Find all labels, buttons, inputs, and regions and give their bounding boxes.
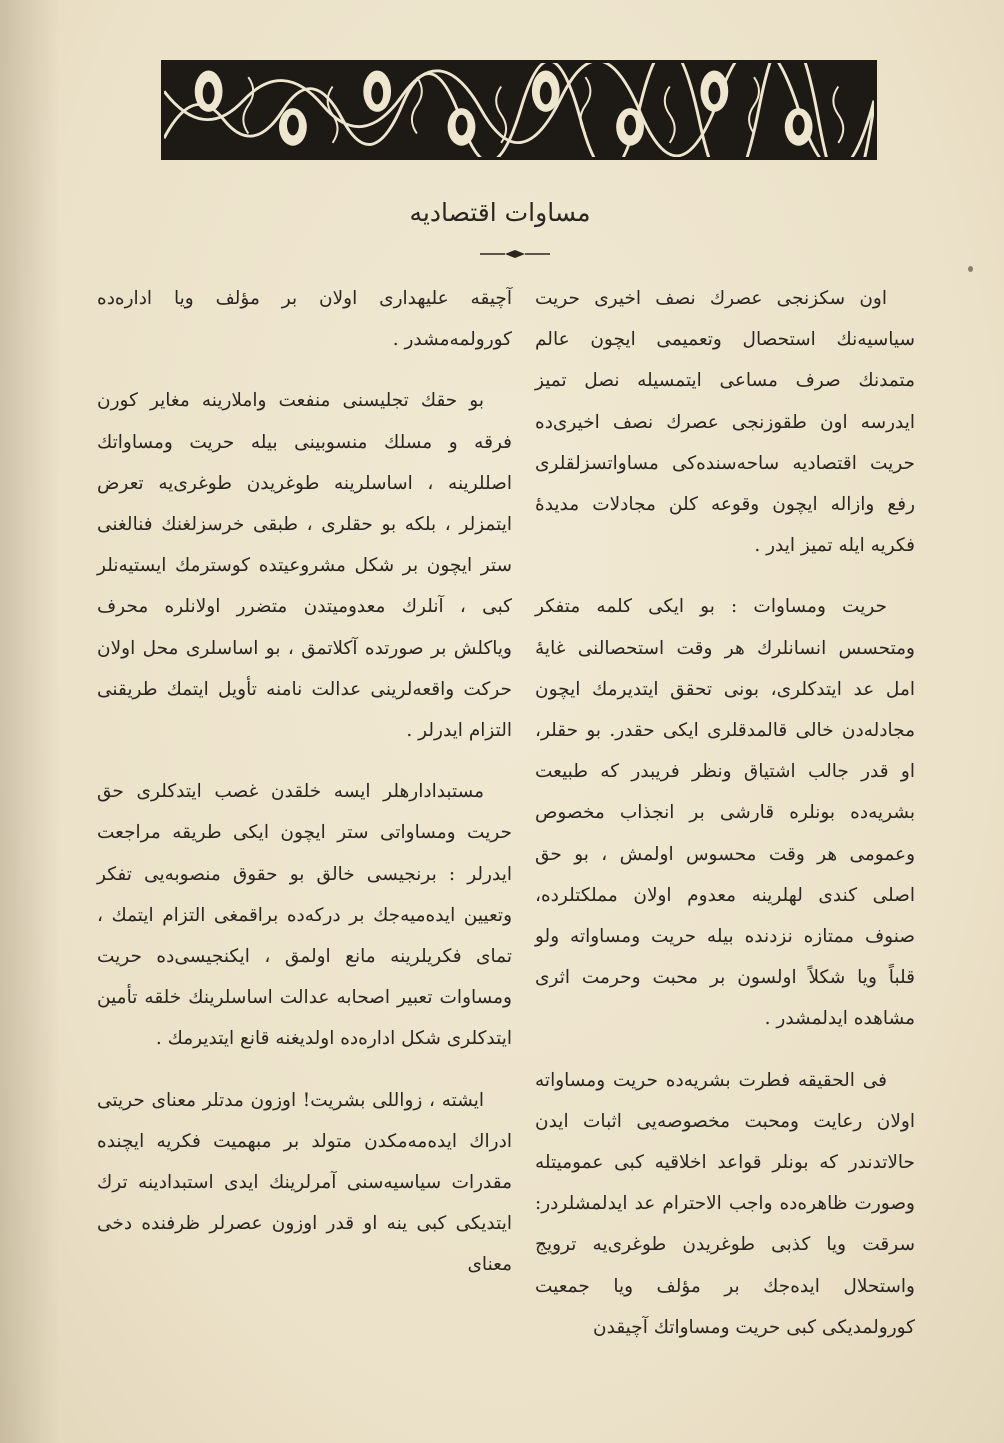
paragraph: اون سکزنجی عصرك نصف اخیری حریت سیاسیه‌نك استحصال وتعمیمی ایچون عالم متمدنك صرف مساعی ایتمسیله نصل تمیز ایدرسه اون طقوزنجی عصرك نصف اخیری‌ده حریت اقتصادیه ساحه‌سنده‌کی مساواتسزلقلری رفع وازاله ایچون وقوعه کلن مجادلات مدیدهٔ فکریه ایله تمیز ایدر . bbox=[535, 288, 915, 557]
page-edge-shadow bbox=[0, 0, 60, 1443]
paper-speck bbox=[968, 266, 973, 272]
left-text-column bbox=[97, 278, 512, 1306]
title-divider-icon bbox=[480, 249, 550, 259]
paragraph: فی الحقیقه فطرت بشریه‌ده حریت ومساواته اولان رعایت ومحبت مخصوصه‌یی اثبات ایدن حالاتدندر که بونلر قواعد اخلاقیه کبی عمومیتله وصورت ظاهره‌ده واجب الاحترام عد ایدلمشلردر: سرقت ویا کذبی طوغریدن طوغری‌یه ترویج واستحلال ایده‌جك بر مؤلف ویا جمعیت کورولمدیکی کبی حریت ومساواتك آچیقدن bbox=[535, 1069, 915, 1338]
arabesque-ornament-icon bbox=[164, 63, 874, 157]
paragraph: بو حقك تجلیسنی منفعت واملارینه مغایر کورن فرقه و مسلك منسوبینی بیله حریت ومساواتك اصللرینه ، اساسلرینه طوغریدن طوغری‌یه تعرض ایتمزلر ، بلکه بو حقلری ، طبقی خرسزلغنك فنالغنی ستر ایچون بر شکل مشروعیتده کوسترمك ایستیه‌نلر کبی ، آنلرك معدومیتدن متضرر اولانلره محرف ویاکلش بر صورتده آکلاتمق ، بو اساسلری محل اولان حرکت واقعه‌لرینی عدالت نامنه تأویل ایتمك طریقنی التزام ایدرلر . bbox=[97, 390, 512, 742]
paragraph: آچیقه علیهداری اولان بر مؤلف ویا اداره‌ده کورولمه‌مشدر . bbox=[97, 288, 512, 351]
paragraph: مستبدادارهلر ایسه خلقدن غصب ایتدکلری حق حریت ومساواتی ستر ایچون ایکی طریقه مراجعت ایدرلر : برنجیسی خالق بو حقوق منصوبه‌یی تفکر وتعیین ایده‌میه‌جك بر درکه‌ده براقمغی التزام ایتمك ، تمای فکریلرینه مانع اولمق ، ایکنجیسی‌ده حریت ومساوات تعبیر اصحابه عدالت اساسلرینك خلقه تأمین ایتدکلری شکل اداره‌ده اولدیغنه قانع ایتدیرمك . bbox=[97, 781, 512, 1050]
ornamental-header-band bbox=[161, 60, 877, 160]
paragraph: حریت ومساوات : بو ایکی کلمه متفکر ومتحسس انسانلرك هر وقت استحصالنی غایهٔ امل عد ایتدکلری، بونی تحقق ایتدیرمك ایچون مجادله‌دن خالی قالمدقلری ایکی حقدر. بو حقلر، او قدر جالب اشتیاق ونظر فریبدر که طبیعت بشریه‌ده بونلره قارشی بر انجذاب مخصوص وعمومی هر وقت محسوس اولمش ، بو حق اصلی کندی لهلرینه معدوم اولان مملکتلرده، صنوف ممتازه نزدنده بیله حریت ومساواته ولو قلباً ویا شکلاً اولسون بر محبت وحرمت اثری مشاهده ایدلمشدر . bbox=[535, 596, 915, 1030]
paragraph: ایشته ، زواللی بشریت! اوزون مدتلر معنای حریتی ادراك ایده‌مه‌مکدن متولد بر مبهمیت فکریه ایچنده مقدرات سیاسیه‌سنی آمرلرینك ایدی استبدادینه ترك ایتدیکی کبی ینه او قدر اوزون عصرلر ظرفنده دخی معنای bbox=[97, 1089, 512, 1276]
article-title: مساوات اقتصادیه bbox=[409, 198, 591, 227]
right-text-column bbox=[535, 278, 915, 1368]
